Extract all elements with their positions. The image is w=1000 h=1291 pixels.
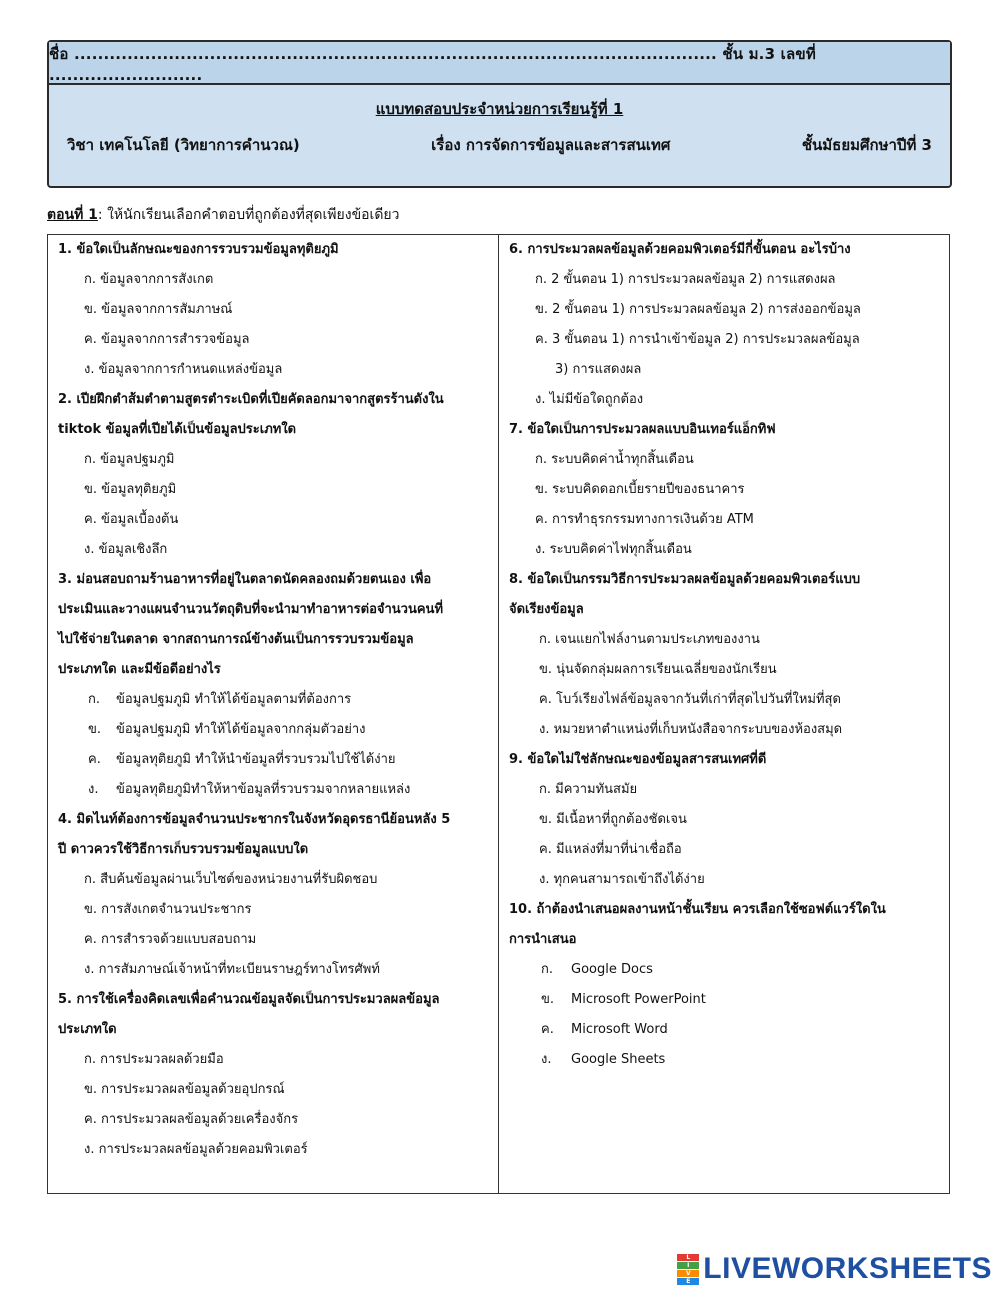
page-title: แบบทดสอบประจำหน่วยการเรียนรู้ที่ 1: [375, 100, 624, 118]
right-column: [499, 235, 949, 1193]
answer-option: ข. ระบบคิดดอกเบี้ยรายปีของธนาคาร: [535, 482, 745, 497]
question-text: 8. ข้อใดเป็นกรรมวิธีการประมวลผลข้อมูลด้วยคอมพิวเตอร์แบบ: [509, 572, 861, 587]
answer-option: [509, 955, 939, 985]
header-info-row: [67, 133, 932, 157]
question-text: 1. ข้อใดเป็นลักษณะของการรวบรวมข้อมูลทุติยภูมิ: [58, 242, 339, 257]
question-text: tiktok ข้อมูลที่เปียได้เป็นข้อมูลประเภทใด: [58, 422, 297, 437]
question-text: ประเภทใด และมีข้อดีอย่างไร: [58, 662, 221, 677]
answer-option: ก. ข้อมูลจากการสังเกต: [84, 272, 214, 287]
answer-option: ง. หมวยหาตำแหน่งที่เก็บหนังสือจากระบบของห้องสมุด: [539, 722, 843, 737]
question-text: ไปใช้จ่ายในตลาด จากสถานการณ์ข้างต้นเป็นการรวบรวมข้อมูล: [58, 632, 414, 647]
logo-mark-icon: [677, 1254, 699, 1284]
answer-option: [58, 775, 488, 805]
instruction-text: : ให้นักเรียนเลือกคำตอบที่ถูกต้องที่สุดเพียงข้อเดียว: [97, 207, 400, 223]
question-text: ประเมินและวางแผนจำนวนวัตถุดิบที่จะนำมาทำอาหารต่อจำนวนคนที่: [58, 602, 444, 617]
answer-option: [58, 685, 488, 715]
answer-option: ก. ข้อมูลปฐมภูมิ: [84, 452, 175, 467]
question-text: การนำเสนอ: [509, 932, 577, 947]
answer-option: ค. การทำธุรกรรมทางการเงินด้วย ATM: [535, 512, 754, 527]
option-marker: ง.: [88, 782, 99, 797]
answer-option: ข. การประมวลผลข้อมูลด้วยอุปกรณ์: [84, 1082, 285, 1097]
answer-option: ก. การประมวลผลด้วยมือ: [84, 1052, 224, 1067]
option-marker: ค.: [88, 752, 101, 767]
answer-option: ค. มีแหล่งที่มาที่น่าเชื่อถือ: [539, 842, 682, 857]
answer-option: ค. การสำรวจด้วยแบบสอบถาม: [84, 932, 257, 947]
option-text: ข้อมูลปฐมภูมิ ทำให้ได้ข้อมูลตามที่ต้องการ: [116, 692, 352, 707]
answer-option: ง. ไม่มีข้อใดถูกต้อง: [535, 392, 644, 407]
option-text: ข้อมูลทุติยภูมิทำให้หาข้อมูลที่รวบรวมจากหลายแหล่ง: [116, 782, 411, 797]
option-text: Google Sheets: [571, 1052, 666, 1067]
answer-option: ก. 2 ขั้นตอน 1) การประมวลผลข้อมูล 2) การแสดงผล: [535, 272, 836, 287]
question-text: ประเภทใด: [58, 1022, 117, 1037]
answer-option: ง. ข้อมูลเชิงลึก: [84, 542, 168, 557]
answer-option: [509, 985, 939, 1015]
topic-label: เรื่อง การจัดการข้อมูลและสารสนเทศ: [431, 136, 671, 154]
question-text: 2. เปียฝึกตำส้มตำตามสูตรตำระเบิดที่เปียคัดลอกมาจากสูตรร้านดังใน: [58, 392, 444, 407]
answer-option: ก. สืบค้นข้อมูลผ่านเว็บไซต์ของหน่วยงานที่รับผิดชอบ: [84, 872, 378, 887]
answer-option: [58, 715, 488, 745]
option-marker: ก.: [88, 692, 101, 707]
question-text: 6. การประมวลผลข้อมูลด้วยคอมพิวเตอร์มีกี่ขั้นตอน อะไรบ้าง: [509, 242, 851, 257]
option-text: ข้อมูลทุติยภูมิ ทำให้นำข้อมูลที่รวบรวมไปใช้ได้ง่าย: [116, 752, 396, 767]
name-line: ชื่อ ............................................................................................................. ชั้น ม.3 เลขที่ ..........................: [49, 42, 950, 85]
answer-option: ง. ทุกคนสามารถเข้าถึงได้ง่าย: [539, 872, 705, 887]
answer-option: [509, 1045, 939, 1075]
header-box: [47, 40, 952, 188]
grade-label: ชั้นมัธยมศึกษาปีที่ 3: [801, 136, 932, 154]
answer-option: ข. 2 ขั้นตอน 1) การประมวลผลข้อมูล 2) การส่งออกข้อมูล: [535, 302, 861, 317]
answer-option: ค. 3 ขั้นตอน 1) การนำเข้าข้อมูล 2) การประมวลผลข้อมูล: [535, 332, 860, 347]
answer-option: [509, 1015, 939, 1045]
question-text: 10. ถ้าต้องนำเสนอผลงานหน้าชั้นเรียน ควรเลือกใช้ซอฟต์แวร์ใดใน: [509, 902, 886, 917]
answer-option: 3) การแสดงผล: [555, 362, 642, 377]
liveworksheets-logo: [677, 1252, 992, 1286]
question-text: 9. ข้อใดไม่ใช่ลักษณะของข้อมูลสารสนเทศที่ดี: [509, 752, 767, 767]
answer-option: ค. การประมวลผลข้อมูลด้วยเครื่องจักร: [84, 1112, 299, 1127]
option-marker: ข.: [541, 992, 555, 1007]
answer-option: ก. ระบบคิดค่าน้ำทุกสิ้นเดือน: [535, 452, 694, 467]
answer-option: ข. ข้อมูลทุติยภูมิ: [84, 482, 177, 497]
option-text: Microsoft Word: [571, 1022, 668, 1037]
question-text: 7. ข้อใดเป็นการประมวลผลแบบอินเทอร์แอ็กทิฟ: [509, 422, 776, 437]
logo-mark-letter: L: [677, 1254, 699, 1261]
subject-label: วิชา เทคโนโลยี (วิทยาการคำนวณ): [67, 136, 300, 154]
question-table: [47, 234, 950, 1194]
option-marker: ง.: [541, 1052, 552, 1067]
logo-mark-letter: E: [677, 1278, 699, 1285]
answer-option: ข. มีเนื้อหาที่ถูกต้องชัดเจน: [539, 812, 687, 827]
answer-option: ค. โบว์เรียงไฟล์ข้อมูลจากวันที่เก่าที่สุดไปวันที่ใหม่ที่สุด: [539, 692, 841, 707]
option-marker: ค.: [541, 1022, 554, 1037]
option-marker: ข.: [88, 722, 102, 737]
question-text: 5. การใช้เครื่องคิดเลขเพื่อคำนวณข้อมูลจัดเป็นการประมวลผลข้อมูล: [58, 992, 440, 1007]
instruction: [47, 204, 400, 226]
answer-option: ง. การสัมภาษณ์เจ้าหน้าที่ทะเบียนราษฎร์ทางโทรศัพท์: [84, 962, 380, 977]
answer-option: ก. เจนแยกไฟล์งานตามประเภทของงาน: [539, 632, 760, 647]
answer-option: ข. นุ่นจัดกลุ่มผลการเรียนเฉลี่ยของนักเรียน: [539, 662, 777, 677]
question-text: ปี ดาวควรใช้วิธีการเก็บรวบรวมข้อมูลแบบใด: [58, 842, 309, 857]
option-text: Google Docs: [571, 962, 653, 977]
answer-option: ง. ระบบคิดค่าไฟทุกสิ้นเดือน: [535, 542, 692, 557]
instruction-label: ตอนที่ 1: [47, 207, 98, 223]
answer-option: ง. ข้อมูลจากการกำหนดแหล่งข้อมูล: [84, 362, 283, 377]
question-text: 4. มิดไนท์ต้องการข้อมูลจำนวนประชากรในจังหวัดอุดรธานีย้อนหลัง 5: [58, 812, 451, 827]
option-text: Microsoft PowerPoint: [571, 992, 706, 1007]
answer-option: ง. การประมวลผลข้อมูลด้วยคอมพิวเตอร์: [84, 1142, 308, 1157]
answer-option: ค. ข้อมูลจากการสำรวจข้อมูล: [84, 332, 250, 347]
answer-option: ข. ข้อมูลจากการสัมภาษณ์: [84, 302, 233, 317]
question-text: จัดเรียงข้อมูล: [509, 602, 584, 617]
answer-option: [58, 745, 488, 775]
logo-mark-letter: V: [677, 1270, 699, 1277]
answer-option: ข. การสังเกตจำนวนประชากร: [84, 902, 252, 917]
option-text: ข้อมูลปฐมภูมิ ทำให้ได้ข้อมูลจากกลุ่มตัวอย่าง: [116, 722, 366, 737]
logo-text: LIVEWORKSHEETS: [703, 1252, 992, 1285]
answer-option: ก. มีความทันสมัย: [539, 782, 638, 797]
answer-option: ค. ข้อมูลเบื้องต้น: [84, 512, 179, 527]
option-marker: ก.: [541, 962, 554, 977]
question-text: 3. ม่อนสอบถามร้านอาหารที่อยู่ในตลาดนัดคลองถมด้วยตนเอง เพื่อ: [58, 572, 432, 587]
left-column: [48, 235, 499, 1193]
logo-mark-letter: I: [677, 1262, 699, 1269]
